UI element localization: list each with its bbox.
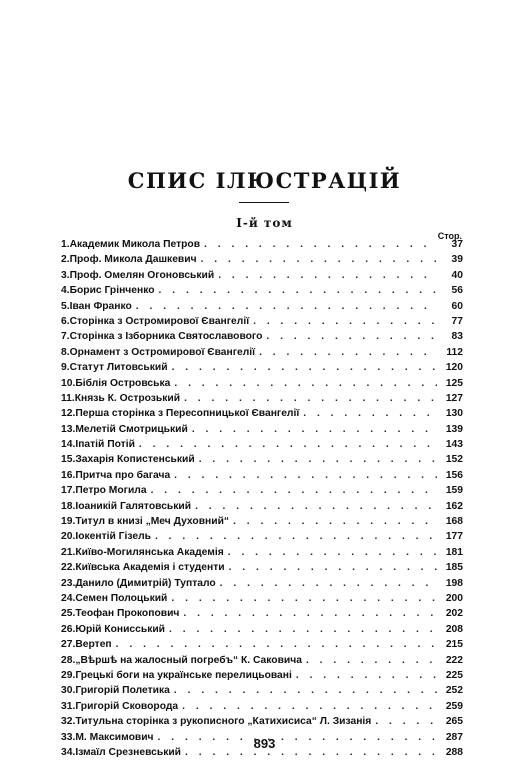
entry-page: 225 (445, 669, 463, 681)
dot-leader (266, 331, 437, 342)
entry-title: Грецькі боги на українське перелицьовані (75, 669, 292, 681)
entry-number: 32. (61, 716, 76, 728)
entry-page: 259 (445, 700, 463, 712)
entry-page: 152 (445, 454, 463, 466)
entry-title: Титул в книзі „Меч Духовний“ (75, 516, 230, 528)
entry-page: 40 (451, 269, 463, 281)
entry-page: 83 (451, 331, 463, 343)
entry-page: 127 (445, 392, 463, 404)
entry-title: Київська Академія і студенти (75, 562, 225, 574)
entry-number: 29. (61, 669, 76, 681)
entry-page: 120 (445, 362, 463, 374)
list-item (61, 685, 463, 700)
entry-title: Проф. Микола Дашкевич (69, 254, 197, 266)
entry-number: 30. (61, 685, 76, 697)
entry-number: 7. (61, 331, 70, 343)
entry-number: 13. (61, 423, 76, 435)
dot-leader (159, 285, 437, 296)
page-column-label: Стор. (437, 231, 462, 241)
entry-title: Данило (Димитрій) Туптало (75, 577, 216, 589)
entry-page: 215 (445, 639, 463, 651)
entry-number: 8. (61, 346, 70, 358)
entry-number: 14. (61, 439, 76, 451)
entry-page: 265 (445, 716, 463, 728)
entry-number: 15. (61, 454, 76, 466)
entry-page: 185 (445, 562, 463, 574)
dot-leader (182, 701, 437, 712)
dot-leader (151, 485, 437, 496)
illustrations-list (61, 239, 463, 762)
entry-number: 9. (61, 362, 70, 374)
entry-number: 19. (61, 516, 76, 528)
entry-title: Перша сторінка з Пересопницької Євангелії (75, 408, 300, 420)
list-item (61, 485, 463, 500)
list-item (61, 393, 463, 408)
entry-title: Іоаникій Галятовський (75, 500, 192, 512)
list-item (61, 716, 463, 731)
dot-leader (116, 639, 437, 650)
entry-title: Іпатій Потій (75, 439, 135, 451)
entry-title: Іван Франко (69, 300, 132, 312)
entry-title: Борис Грінченко (69, 285, 155, 297)
list-item (61, 531, 463, 546)
dot-leader (174, 378, 437, 389)
list-item (61, 670, 463, 685)
dot-leader (229, 562, 437, 573)
entry-page: 130 (445, 408, 463, 420)
list-item (61, 516, 463, 531)
dot-leader (174, 470, 437, 481)
entry-number: 6. (61, 315, 70, 327)
title-divider (239, 202, 289, 203)
entry-number: 21. (61, 546, 76, 558)
entry-title: Ізмаїл Срезневський (75, 746, 182, 758)
entry-title: „Вѣршѣ на жалосный погребъ“ К. Саковича (75, 654, 302, 666)
dot-leader (199, 454, 437, 465)
entry-number: 11. (61, 392, 75, 404)
entry-title: Притча про багача (75, 469, 171, 481)
list-item (61, 285, 463, 300)
entry-number: 28. (61, 654, 76, 666)
entry-page: 202 (445, 608, 463, 620)
dot-leader (192, 424, 437, 435)
entry-title: Іокентій Гізель (75, 531, 151, 543)
entry-number: 5. (61, 300, 70, 312)
entry-number: 26. (61, 623, 76, 635)
entry-page: 156 (445, 469, 463, 481)
entry-title: Захарія Копистенський (75, 454, 195, 466)
dot-leader (172, 362, 437, 373)
list-item (61, 639, 463, 654)
entry-title: Юрій Конисський (75, 623, 166, 635)
dot-leader (228, 547, 437, 558)
list-item (61, 270, 463, 285)
dot-leader (296, 670, 437, 681)
entry-page: 77 (451, 315, 463, 327)
entry-number: 3. (61, 269, 70, 281)
dot-leader (204, 239, 437, 250)
entry-title: Петро Могила (75, 485, 147, 497)
entry-page: 288 (445, 746, 463, 758)
dot-leader (218, 270, 437, 281)
entry-number: 10. (61, 377, 76, 389)
list-item (61, 562, 463, 577)
entry-title: Князь К. Острозький (74, 392, 181, 404)
entry-number: 1. (61, 239, 70, 250)
dot-leader (259, 347, 437, 358)
dot-leader (183, 608, 437, 619)
entry-page: 222 (445, 654, 463, 666)
dot-leader (139, 439, 437, 450)
dot-leader (303, 408, 437, 419)
entry-number: 24. (61, 592, 76, 604)
list-item (61, 331, 463, 346)
dot-leader (174, 685, 437, 696)
entry-page: 177 (445, 531, 463, 543)
entry-page: 60 (451, 300, 463, 312)
entry-number: 2. (61, 254, 70, 266)
entry-title: Проф. Омелян Огоновський (69, 269, 215, 281)
page-number: 893 (253, 736, 276, 751)
entry-page: 287 (445, 731, 463, 743)
entry-title: Біблія Островська (75, 377, 171, 389)
entry-title: Орнамент з Остромирової Євангелії (69, 346, 256, 358)
entry-number: 20. (61, 531, 76, 543)
entry-page: 159 (445, 485, 463, 497)
list-item (61, 408, 463, 423)
list-item (61, 254, 463, 269)
list-item (61, 378, 463, 393)
entry-number: 34. (61, 746, 76, 758)
entry-page: 162 (445, 500, 463, 512)
entry-number: 12. (61, 408, 76, 420)
dot-leader (169, 624, 437, 635)
dot-leader (220, 578, 437, 589)
entry-page: 200 (445, 592, 463, 604)
entry-number: 22. (61, 562, 76, 574)
list-item (61, 593, 463, 608)
entry-title: Теофан Прокопович (75, 608, 180, 620)
entry-title: Мелетій Смотрицький (75, 423, 188, 435)
entry-page: 143 (445, 439, 463, 451)
list-item (61, 301, 463, 316)
entry-page: 181 (445, 546, 463, 558)
list-item (61, 624, 463, 639)
entry-number: 31. (61, 700, 76, 712)
list-item (61, 547, 463, 562)
volume-heading: І-й том (236, 216, 293, 230)
entry-number: 4. (61, 285, 70, 297)
entry-title: Статут Литовський (69, 362, 168, 374)
list-item (61, 424, 463, 439)
entry-number: 27. (61, 639, 76, 651)
dot-leader (171, 593, 437, 604)
entry-page: 125 (445, 377, 463, 389)
entry-page: 56 (451, 285, 463, 297)
entry-number: 33. (61, 731, 76, 743)
entry-title: Вертеп (75, 639, 112, 651)
dot-leader (375, 716, 437, 727)
list-item (61, 316, 463, 331)
entry-page: 252 (445, 685, 463, 697)
dot-leader (155, 531, 437, 542)
entry-title: Григорій Сковорода (75, 700, 179, 712)
dot-leader (233, 516, 437, 527)
entry-page: 112 (446, 346, 463, 358)
entry-page: 208 (445, 623, 463, 635)
list-item (61, 655, 463, 670)
entry-page: 139 (445, 423, 463, 435)
entry-number: 16. (61, 469, 76, 481)
entry-title: Академик Микола Петров (69, 239, 201, 250)
dot-leader (306, 655, 437, 666)
dot-leader (136, 301, 437, 312)
entry-title: Семен Полоцький (75, 592, 168, 604)
list-item (61, 239, 463, 254)
list-item (61, 362, 463, 377)
entry-title: Київо-Могилянська Академія (75, 546, 224, 558)
dot-leader (253, 316, 437, 327)
list-item (61, 347, 463, 362)
entry-number: 25. (61, 608, 76, 620)
dot-leader (184, 393, 437, 404)
dot-leader (201, 254, 437, 265)
entry-number: 18. (61, 500, 76, 512)
page-title: СПИС ІЛЮСТРАЦІЙ (127, 168, 402, 193)
entry-page: 198 (445, 577, 463, 589)
entry-number: 23. (61, 577, 76, 589)
list-item (61, 470, 463, 485)
dot-leader (195, 501, 437, 512)
list-item (61, 454, 463, 469)
list-item (61, 701, 463, 716)
list-item (61, 501, 463, 516)
list-item (61, 439, 463, 454)
entry-page: 39 (451, 254, 463, 266)
entry-title: Григорій Полетика (75, 685, 170, 697)
list-item (61, 578, 463, 593)
entry-title: Сторінка з Ізборника Святославового (69, 331, 263, 343)
list-item (61, 608, 463, 623)
entry-page: 37 (451, 239, 463, 250)
entry-title: М. Максимович (75, 731, 154, 743)
entry-page: 168 (445, 516, 463, 528)
entry-title: Титульна сторінка з рукописного „Катихисиса“ Л. Зизанія (75, 716, 372, 728)
entry-title: Сторінка з Остромирової Євангелії (69, 315, 250, 327)
entry-number: 17. (61, 485, 76, 497)
